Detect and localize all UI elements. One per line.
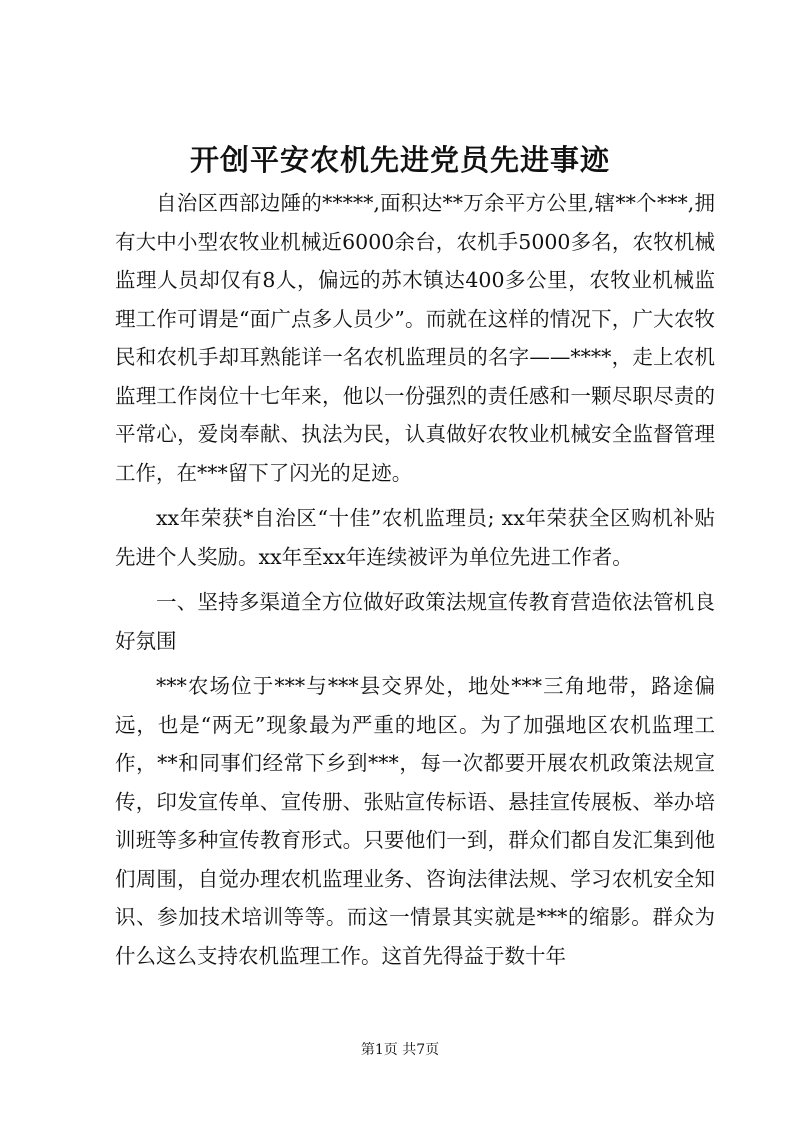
page-footer: 第1页 共7页 bbox=[360, 1042, 440, 1058]
paragraph-awards: xx年荣获*自治区“十佳”农机监理员; xx年荣获全区购机补贴先进个人奖励。xx年至xx年连续被评为单位先进工作者。 bbox=[115, 506, 715, 569]
section-heading-1: 一、坚持多渠道全方位做好政策法规宣传教育营造依法管机良好氛围 bbox=[115, 590, 715, 653]
paragraph-section-1-body: ***农场位于***与***县交界处，地处***三角地带，路途偏远，也是“两无”现象最为严重的地区。为了加强地区农机监理工作，**和同事们经常下乡到***，每一次都要开展农机政策法规宣传，印发宣传单、宣传册、张贴宣传标语、悬挂宣传展板、举办培训班等多种宣传教育形式。只要他们一到，群众们都自发汇集到他们周围，自觉办理农机监理业务、咨询法律法规、学习农机安全知识、参加技术培训等等。而这一情景其实就是***的缩影。群众为什么这么支持农机监理工作。这首先得益于数十年 bbox=[115, 674, 715, 968]
paragraph-intro: 自治区西部边陲的*****,面积达**万余平方公里,辖**个***,拥有大中小型农牧业机械近6000余台，农机手5000多名，农牧机械监理人员却仅有8人，偏远的苏木镇达400多公里，农牧业机械监理工作可谓是“面广点多人员少”。而就在这样的情况下，广大农牧民和农机手却耳熟能详一名农机监理员的名字——****，走上农机监理工作岗位十七年来，他以一份强烈的责任感和一颗尽职尽责的平常心，爱岗奉献、执法为民，认真做好农牧业机械安全监督管理工作，在***留下了闪光的足迹。 bbox=[115, 191, 715, 485]
document-body bbox=[115, 184, 715, 975]
document-title: 开创平安农机先进党员先进事迹 bbox=[189, 143, 610, 177]
